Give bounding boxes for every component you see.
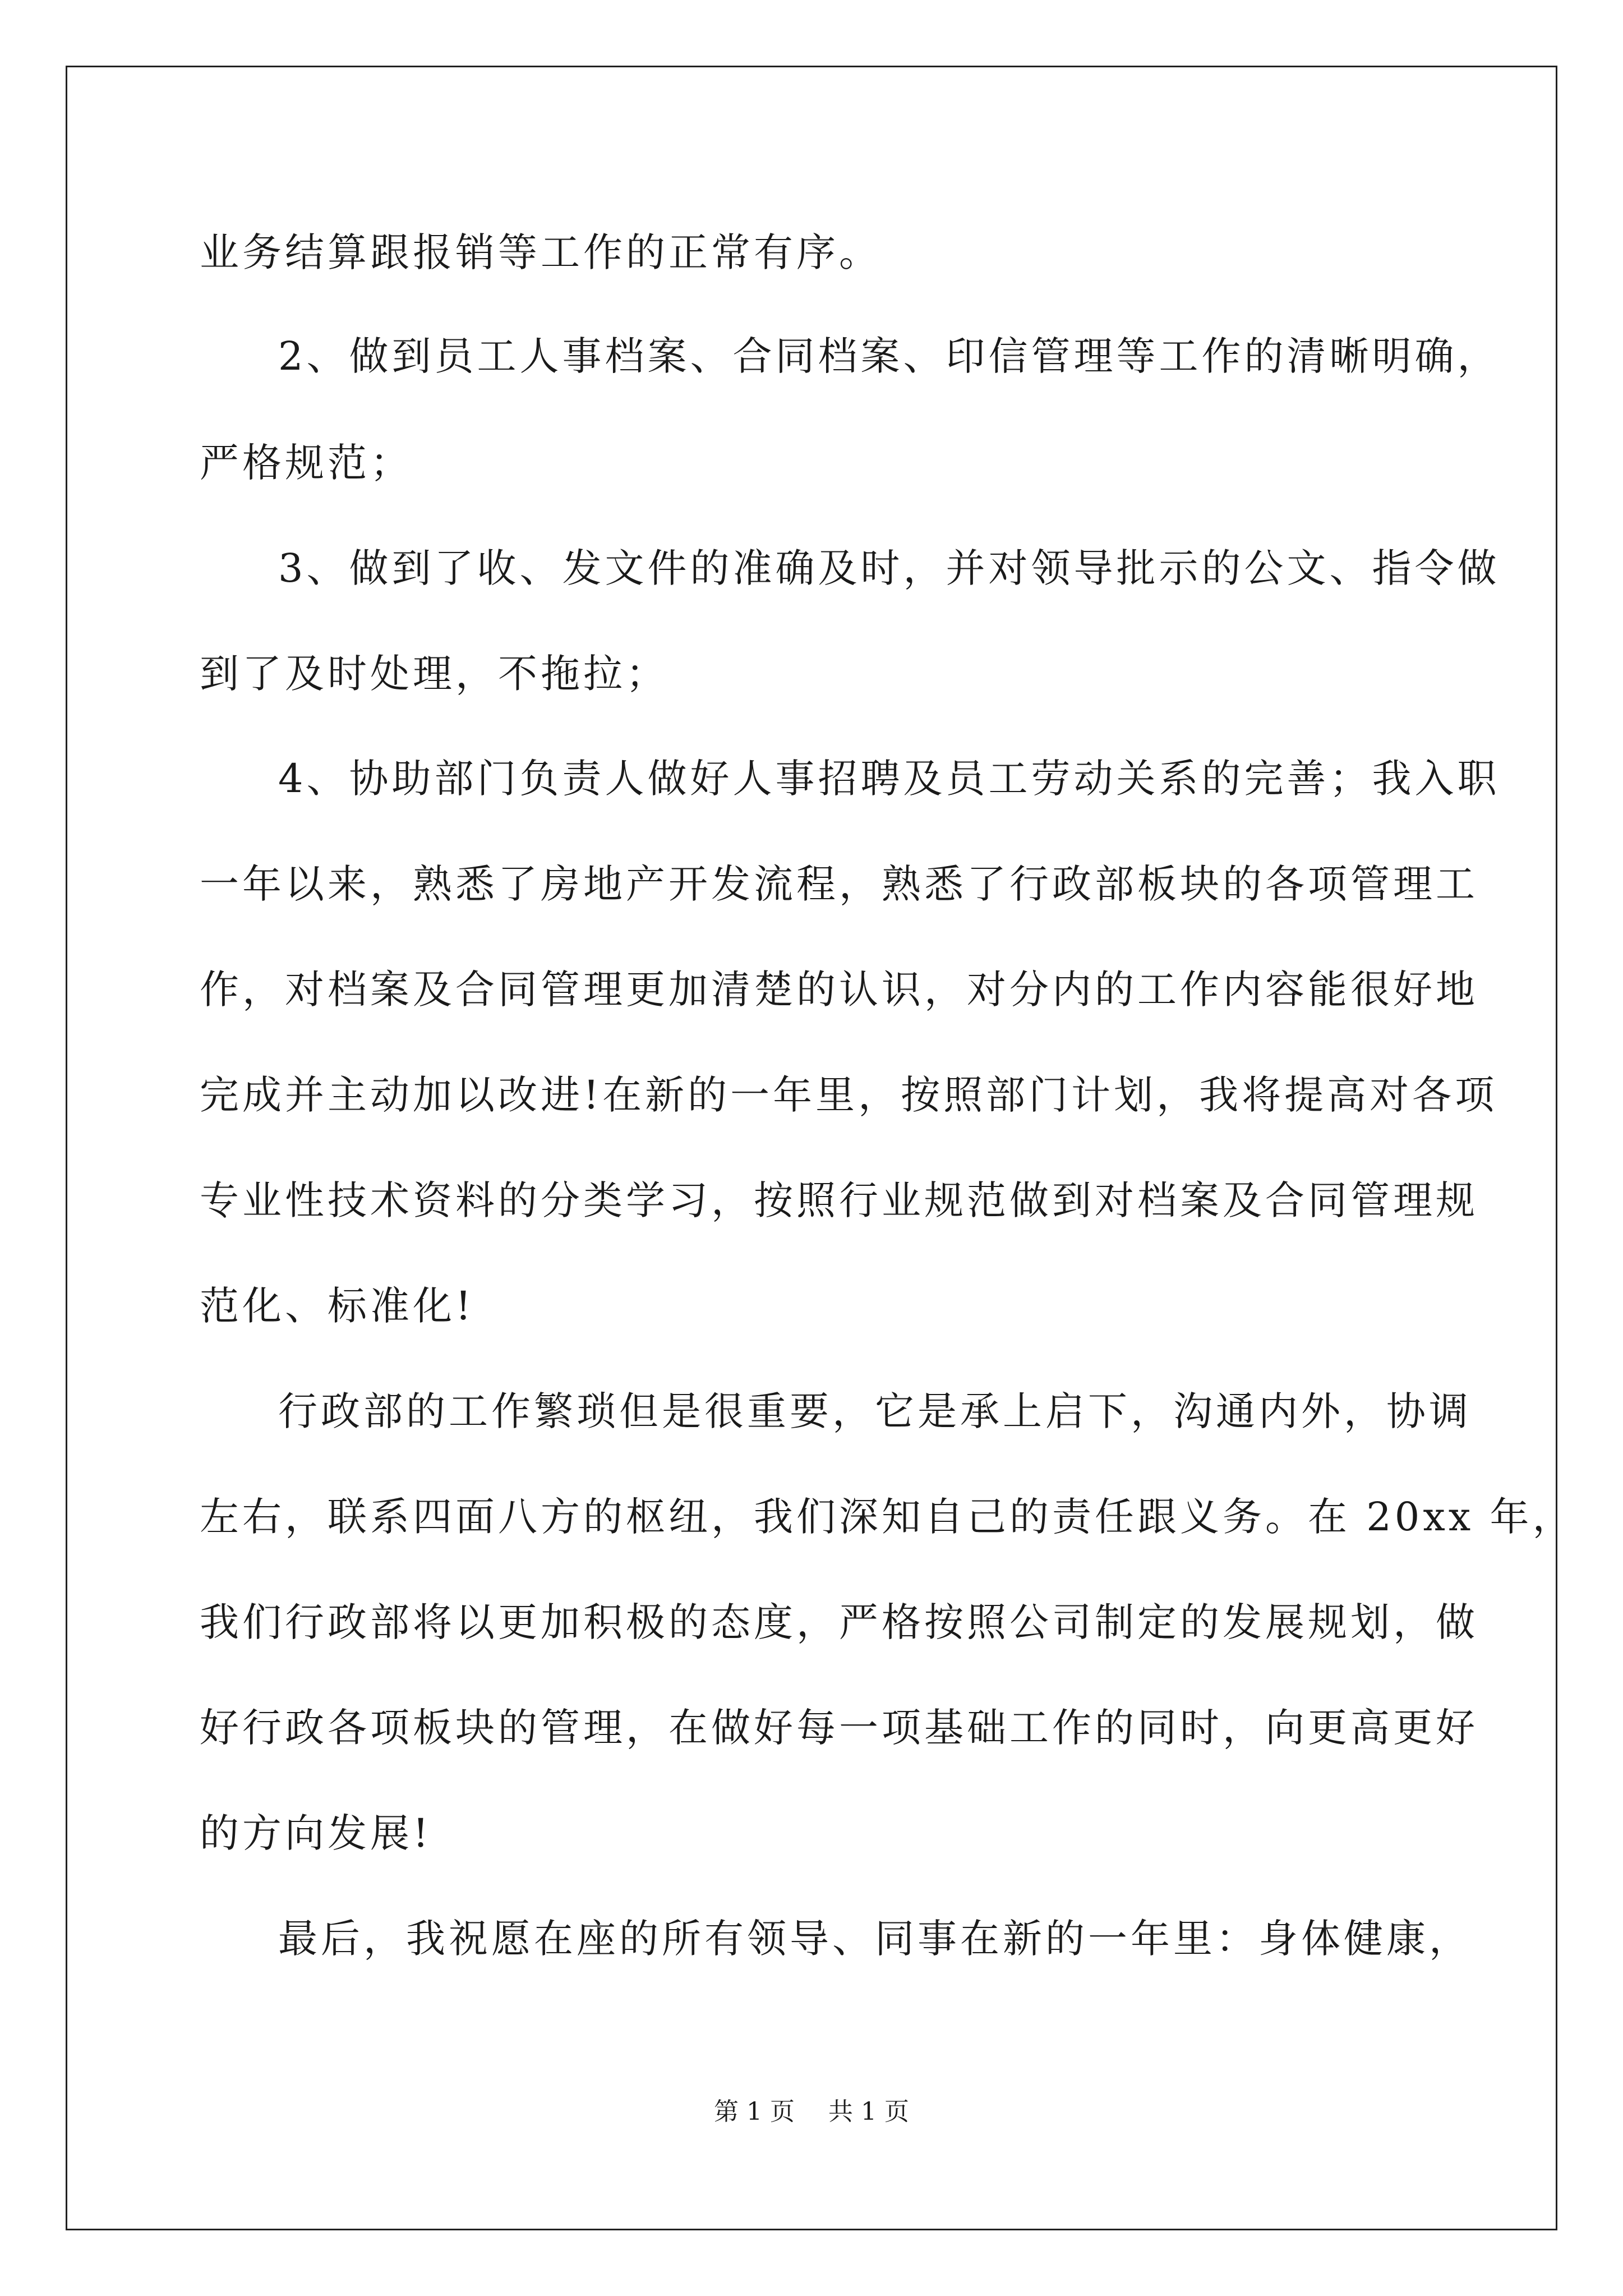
page-count: 共 1 页 — [828, 2097, 909, 2126]
text-line: 严格规范； — [200, 440, 413, 486]
text-line: 范化、标准化! — [200, 1283, 475, 1329]
text-line: 3、做到了收、发文件的准确及时，并对领导批示的公文、指令做 — [278, 545, 1500, 591]
text-line: 我们行政部将以更加积极的态度，严格按照公司制定的发展规划，做 — [200, 1599, 1478, 1645]
text-line: 2、做到员工人事档案、合同档案、印信管理等工作的清晰明确， — [278, 333, 1500, 379]
text-line: 业务结算跟报销等工作的正常有序。 — [200, 229, 882, 275]
text-line: 的方向发展! — [200, 1810, 432, 1856]
text-line: 作，对档案及合同管理更加清楚的认识，对分内的工作内容能很好地 — [200, 967, 1478, 1013]
text-line: 一年以来，熟悉了房地产开发流程，熟悉了行政部板块的各项管理工 — [200, 861, 1478, 907]
text-line: 到了及时处理，不拖拉； — [200, 651, 668, 697]
text-line: 好行政各项板块的管理，在做好每一项基础工作的同时，向更高更好 — [200, 1705, 1478, 1751]
text-line: 4、协助部门负责人做好人事招聘及员工劳动关系的完善；我入职 — [278, 756, 1500, 802]
text-line: 行政部的工作繁琐但是很重要，它是承上启下，沟通内外，协调 — [278, 1388, 1472, 1434]
text-line: 左右，联系四面八方的枢纽，我们深知自己的责任跟义务。在 20xx 年， — [200, 1494, 1575, 1540]
text-line: 完成并主动加以改进!在新的一年里，按照部门计划，我将提高对各项 — [200, 1072, 1498, 1118]
page-border — [66, 66, 1557, 2230]
text-line: 专业性技术资料的分类学习，按照行业规范做到对档案及合同管理规 — [200, 1177, 1478, 1223]
text-line: 最后，我祝愿在座的所有领导、同事在新的一年里：身体健康， — [278, 1916, 1472, 1962]
page-number: 第 1 页 — [714, 2097, 795, 2126]
page-footer — [0, 2091, 1623, 2127]
